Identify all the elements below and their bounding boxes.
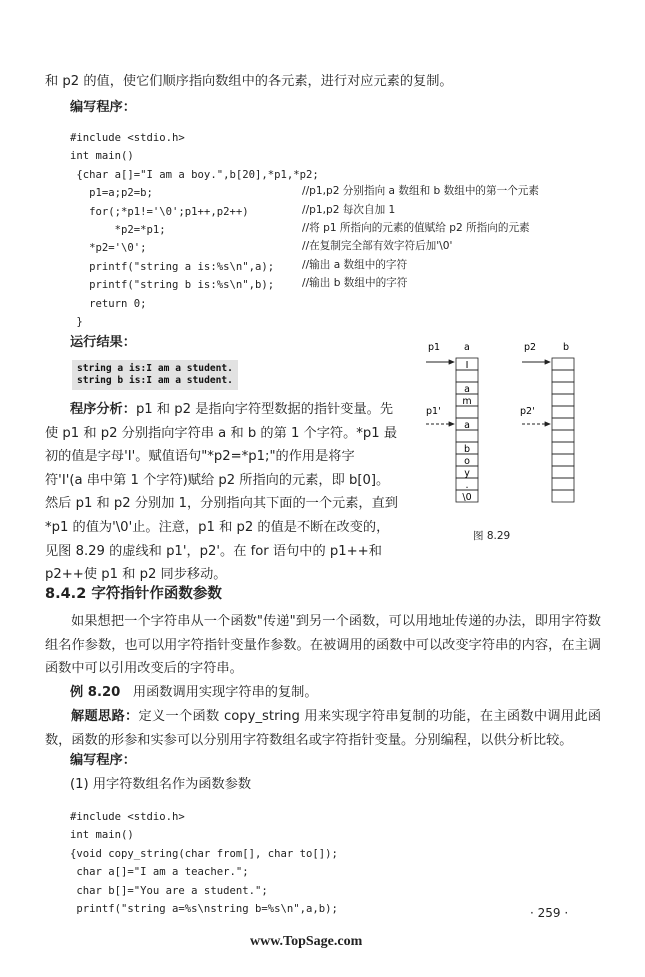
array-cell xyxy=(552,382,574,394)
code-line: int main() xyxy=(70,829,134,842)
code-line: char b[]="You are a student."; xyxy=(70,884,268,897)
analysis-line: p2++使 p1 和 p2 同步移动。 xyxy=(45,567,227,583)
array-cell xyxy=(552,418,574,430)
array-cell xyxy=(552,466,574,478)
example-title: 例 8.20 xyxy=(70,685,121,700)
sub-heading: (1) 用字符数组名作为函数参数 xyxy=(70,777,252,792)
array-cell xyxy=(552,454,574,466)
array-cell xyxy=(552,490,574,502)
analysis-line: p1 和 p2 是指向字符型数据的指针变量。先 xyxy=(135,402,394,417)
page-number: · 259 · xyxy=(530,906,569,920)
analysis-line: 然后 p1 和 p2 分别加 1，分别指向其下面的一个元素，直到 xyxy=(45,496,398,512)
analysis-line: 符'I'(a 串中第 1 个字符)赋给 p2 所指向的元素，即 b[0]。 xyxy=(45,472,390,488)
code-line: *p2='\0'; xyxy=(70,242,147,255)
example-line xyxy=(70,682,318,704)
array-cell-text: a xyxy=(464,384,470,395)
code-line: #include <stdio.h> xyxy=(70,132,185,144)
analysis xyxy=(45,398,413,587)
code-line: *p2=*p1; xyxy=(70,223,166,236)
section-heading: 8.4.2 字符指针作函数参数 xyxy=(45,586,222,602)
code-comment: //p1,p2 分别指向 a 数组和 b 数组中的第一个元素 xyxy=(302,185,539,198)
figure-caption: 图 8.29 xyxy=(473,530,511,542)
top-text: 和 p2 的值，使它们顺序指向数组中的各元素，进行对应元素的复制。 xyxy=(45,74,453,89)
code-line: return 0; xyxy=(70,297,147,310)
code-comment: //输出 b 数组中的字符 xyxy=(302,277,408,290)
code-line: int main() xyxy=(70,150,134,163)
code-line: printf("string b is:%s\n",b); xyxy=(70,279,275,292)
array-cell xyxy=(552,430,574,442)
array-cell-text: a xyxy=(464,420,470,431)
pointer-diagram xyxy=(418,340,603,520)
code-comment: //p1,p2 每次自加 1 xyxy=(302,203,396,216)
run-output-line: string a is:I am a student. xyxy=(77,363,233,374)
array-cell-text: y xyxy=(464,468,470,479)
run-label: 运行结果： xyxy=(70,335,136,350)
code-line: char a[]="I am a teacher."; xyxy=(70,866,249,879)
code-line: for(;*p1!='\0';p1++,p2++) xyxy=(70,205,249,218)
array-cell-text: \0 xyxy=(462,492,472,503)
code-comment: //输出 a 数组中的字符 xyxy=(302,258,408,271)
array-cell xyxy=(552,394,574,406)
array-cell xyxy=(456,406,478,418)
label-a: a xyxy=(464,342,470,353)
analysis-line: 初的值是字母'I'。赋值语句"*p2=*p1;"的作用是将字 xyxy=(45,449,355,465)
array-cell xyxy=(456,430,478,442)
array-cell-text: m xyxy=(462,396,472,407)
program-label: 编写程序： xyxy=(70,753,136,768)
analysis-line: 见图 8.29 的虚线和 p1'，p2'。在 for 语句中的 p1++和 xyxy=(45,543,382,559)
array-cell-text: . xyxy=(465,480,469,491)
label-b: b xyxy=(563,342,570,353)
analysis-label: 程序分析： xyxy=(70,402,136,417)
program-label: 编写程序： xyxy=(70,100,136,115)
array-cell xyxy=(552,358,574,370)
label-p1-prime: p1' xyxy=(426,406,441,417)
run-output-line: string b is:I am a student. xyxy=(77,375,233,386)
code-comment: //将 p1 所指向的元素的值赋给 p2 所指向的元素 xyxy=(302,221,530,234)
analysis-line: *p1 的值为'\0'止。注意，p1 和 p2 的值是不断在改变的， xyxy=(45,519,390,535)
code-line: printf("string a is:%s\n",a); xyxy=(70,260,275,273)
code-line: {void copy_string(char from[], char to[]); xyxy=(70,847,338,860)
array-cell-text: o xyxy=(464,456,470,467)
paragraph: 如果想把一个字符串从一个函数"传递"到另一个函数，可以用地址传递的办法，即用字符数组名作参数，也可以用字符指针变量作参数。在被调用的函数中可以改变字符串的内容，在主调函数中可以引用改变后的字符串。 xyxy=(45,614,601,677)
array-cell xyxy=(552,406,574,418)
code-line: p1=a;p2=b; xyxy=(70,187,153,200)
example-text: 用函数调用实现字符串的复制。 xyxy=(132,685,318,700)
array-cell xyxy=(456,370,478,382)
code-comment: //在复制完全部有效字符后加'\0' xyxy=(302,240,453,253)
analysis-line: 使 p1 和 p2 分别指向字符串 a 和 b 的第 1 个字符。*p1 最 xyxy=(45,425,398,441)
code-line: {char a[]="I am a boy.",b[20],*p1,*p2; xyxy=(70,168,319,181)
run-output xyxy=(72,360,238,390)
array-cell xyxy=(552,478,574,490)
solution-text: 定义一个函数 copy_string 用来实现字符串复制的功能，在主函数中调用此函数，函数的形参和实参可以分别用字符数组名或字符指针变量。分别编程，以供分析比较。 xyxy=(45,709,602,748)
label-p1: p1 xyxy=(428,342,441,353)
code-line: #include <stdio.h> xyxy=(70,811,185,823)
array-cell xyxy=(552,442,574,454)
code-line: printf("string a=%s\nstring b=%s\n",a,b); xyxy=(70,903,338,916)
label-p2: p2 xyxy=(524,342,537,353)
solution-label: 解题思路： xyxy=(71,709,139,724)
code-block-1 xyxy=(70,126,539,328)
array-cell-text: b xyxy=(463,444,471,455)
label-p2-prime: p2' xyxy=(520,406,535,417)
array-a xyxy=(456,358,478,503)
footer-url: www.TopSage.com xyxy=(250,934,363,949)
code-block-2 xyxy=(70,808,338,918)
solution xyxy=(45,705,601,752)
code-line: } xyxy=(70,315,83,328)
array-cell-text: I xyxy=(465,360,469,371)
array-b xyxy=(552,358,574,502)
array-cell xyxy=(552,370,574,382)
